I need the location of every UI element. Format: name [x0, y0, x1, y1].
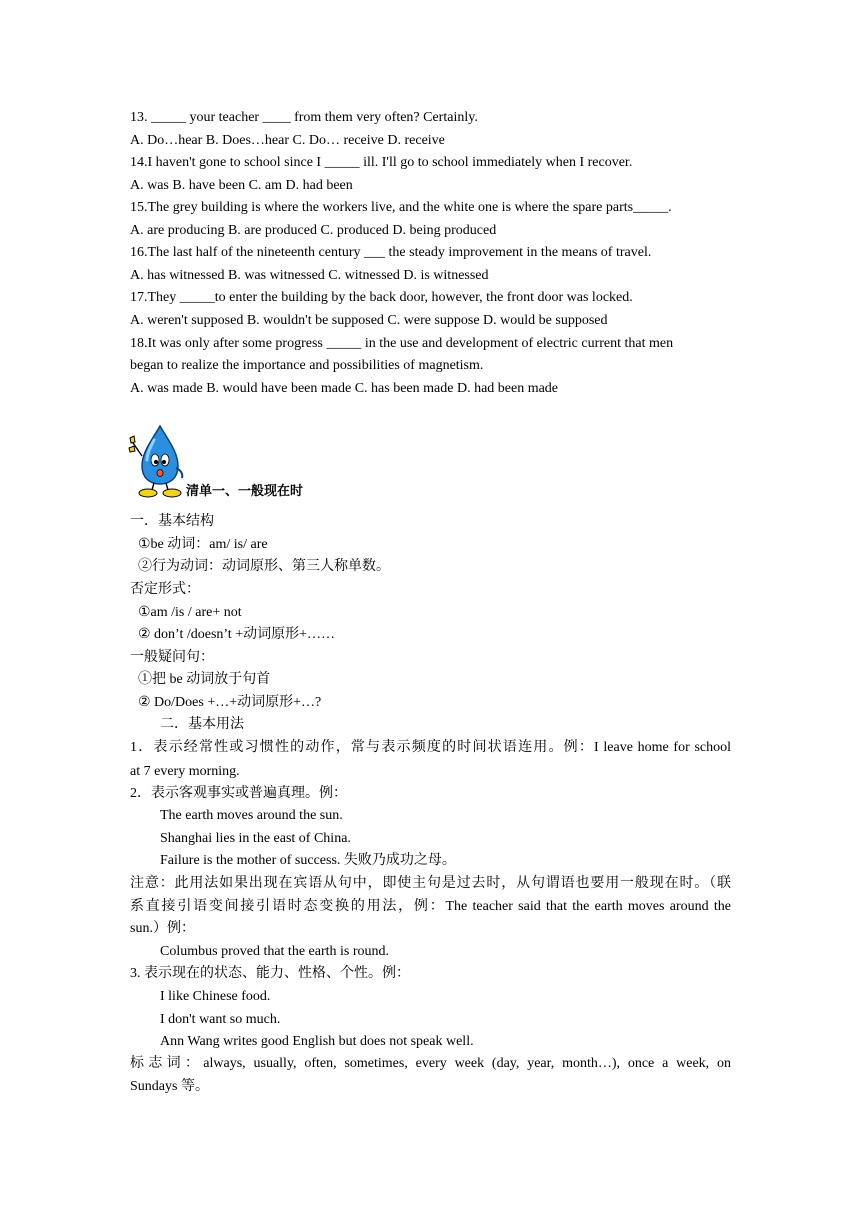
example-4: Columbus proved that the earth is round.	[160, 944, 390, 959]
question-16-options: A. has witnessed B. was witnessed C. witnessed D. is witnessed	[130, 268, 489, 283]
note-line-1: 注意：此用法如果出现在宾语从句中，即使主句是过去时，从句谓语也要用一般现在时。（联	[130, 876, 731, 891]
example-1: The earth moves around the sun.	[160, 808, 343, 823]
be-verb-line: ①be 动词：am/ is/ are	[138, 537, 268, 552]
question-18-options: A. was made B. would have been made C. has been made D. had been made	[130, 381, 559, 396]
example-5: I like Chinese food.	[160, 989, 271, 1004]
question-heading: 一般疑问句：	[130, 650, 214, 665]
usage-1-line-2: at 7 every morning.	[130, 764, 240, 779]
question-13-options: A. Do…hear B. Does…hear C. Do… receive D. receive	[130, 133, 445, 148]
usage-1-line-1: 1．表示经常性或习惯性的动作，常与表示频度的时间状语连用。例：I leave home for school	[130, 740, 731, 755]
section-title: 清单一、一般现在时	[186, 484, 304, 499]
note-line-3: sun.）例：	[130, 921, 195, 936]
note-line-2: 系直接引语变间接引语时态变换的用法，例：The teacher said that the earth moves around the	[130, 899, 731, 914]
usage-2: 2．表示客观事实或普遍真理。例：	[130, 786, 347, 801]
question-17-stem: 17.They _____to enter the building by the back door, however, the front door was locked.	[130, 290, 633, 305]
negative-line-2: ② don’t /doesn’t +动词原形+……	[138, 627, 335, 642]
water-drop-mascot-icon	[128, 424, 190, 498]
action-verb-line: ②行为动词：动词原形、第三人称单数。	[138, 559, 390, 574]
question-15-options: A. are producing B. are produced C. produced D. being produced	[130, 223, 497, 238]
example-3: Failure is the mother of success. 失败乃成功之母。	[160, 853, 456, 868]
usage-heading: 二．基本用法	[160, 717, 244, 732]
question-form-2: ② Do/Does +…+动词原形+…?	[138, 695, 322, 710]
question-13-stem: 13. _____ your teacher ____ from them very often? Certainly.	[130, 110, 478, 125]
usage-3: 3. 表示现在的状态、能力、性格、个性。例：	[130, 966, 410, 981]
structure-heading: 一．基本结构	[130, 514, 214, 529]
example-7: Ann Wang writes good English but does not speak well.	[160, 1034, 474, 1049]
question-15-stem: 15.The grey building is where the workers live, and the white one is where the spare parts_____.	[130, 200, 672, 215]
question-14-stem: 14.I haven't gone to school since I _____ ill. I'll go to school immediately when I recover.	[130, 155, 633, 170]
example-6: I don't want so much.	[160, 1012, 281, 1027]
question-14-options: A. was B. have been C. am D. had been	[130, 178, 353, 193]
signal-words-line-2: Sundays 等。	[130, 1079, 209, 1094]
negative-heading: 否定形式：	[130, 582, 200, 597]
question-17-options: A. weren't supposed B. wouldn't be supposed C. were suppose D. would be supposed	[130, 313, 608, 328]
question-16-stem: 16.The last half of the nineteenth century ___ the steady improvement in the means of travel.	[130, 245, 652, 260]
example-2: Shanghai lies in the east of China.	[160, 831, 351, 846]
question-form-1: ①把 be 动词放于句首	[138, 672, 271, 687]
question-18-stem-line-2: began to realize the importance and possibilities of magnetism.	[130, 358, 484, 373]
signal-words-line-1: 标志词：always, usually, often, sometimes, every week (day, year, month…), once a week, on	[130, 1056, 731, 1071]
negative-line-1: ①am /is / are+ not	[138, 605, 242, 620]
question-18-stem-line-1: 18.It was only after some progress _____ in the use and development of electric current that men	[130, 336, 674, 351]
